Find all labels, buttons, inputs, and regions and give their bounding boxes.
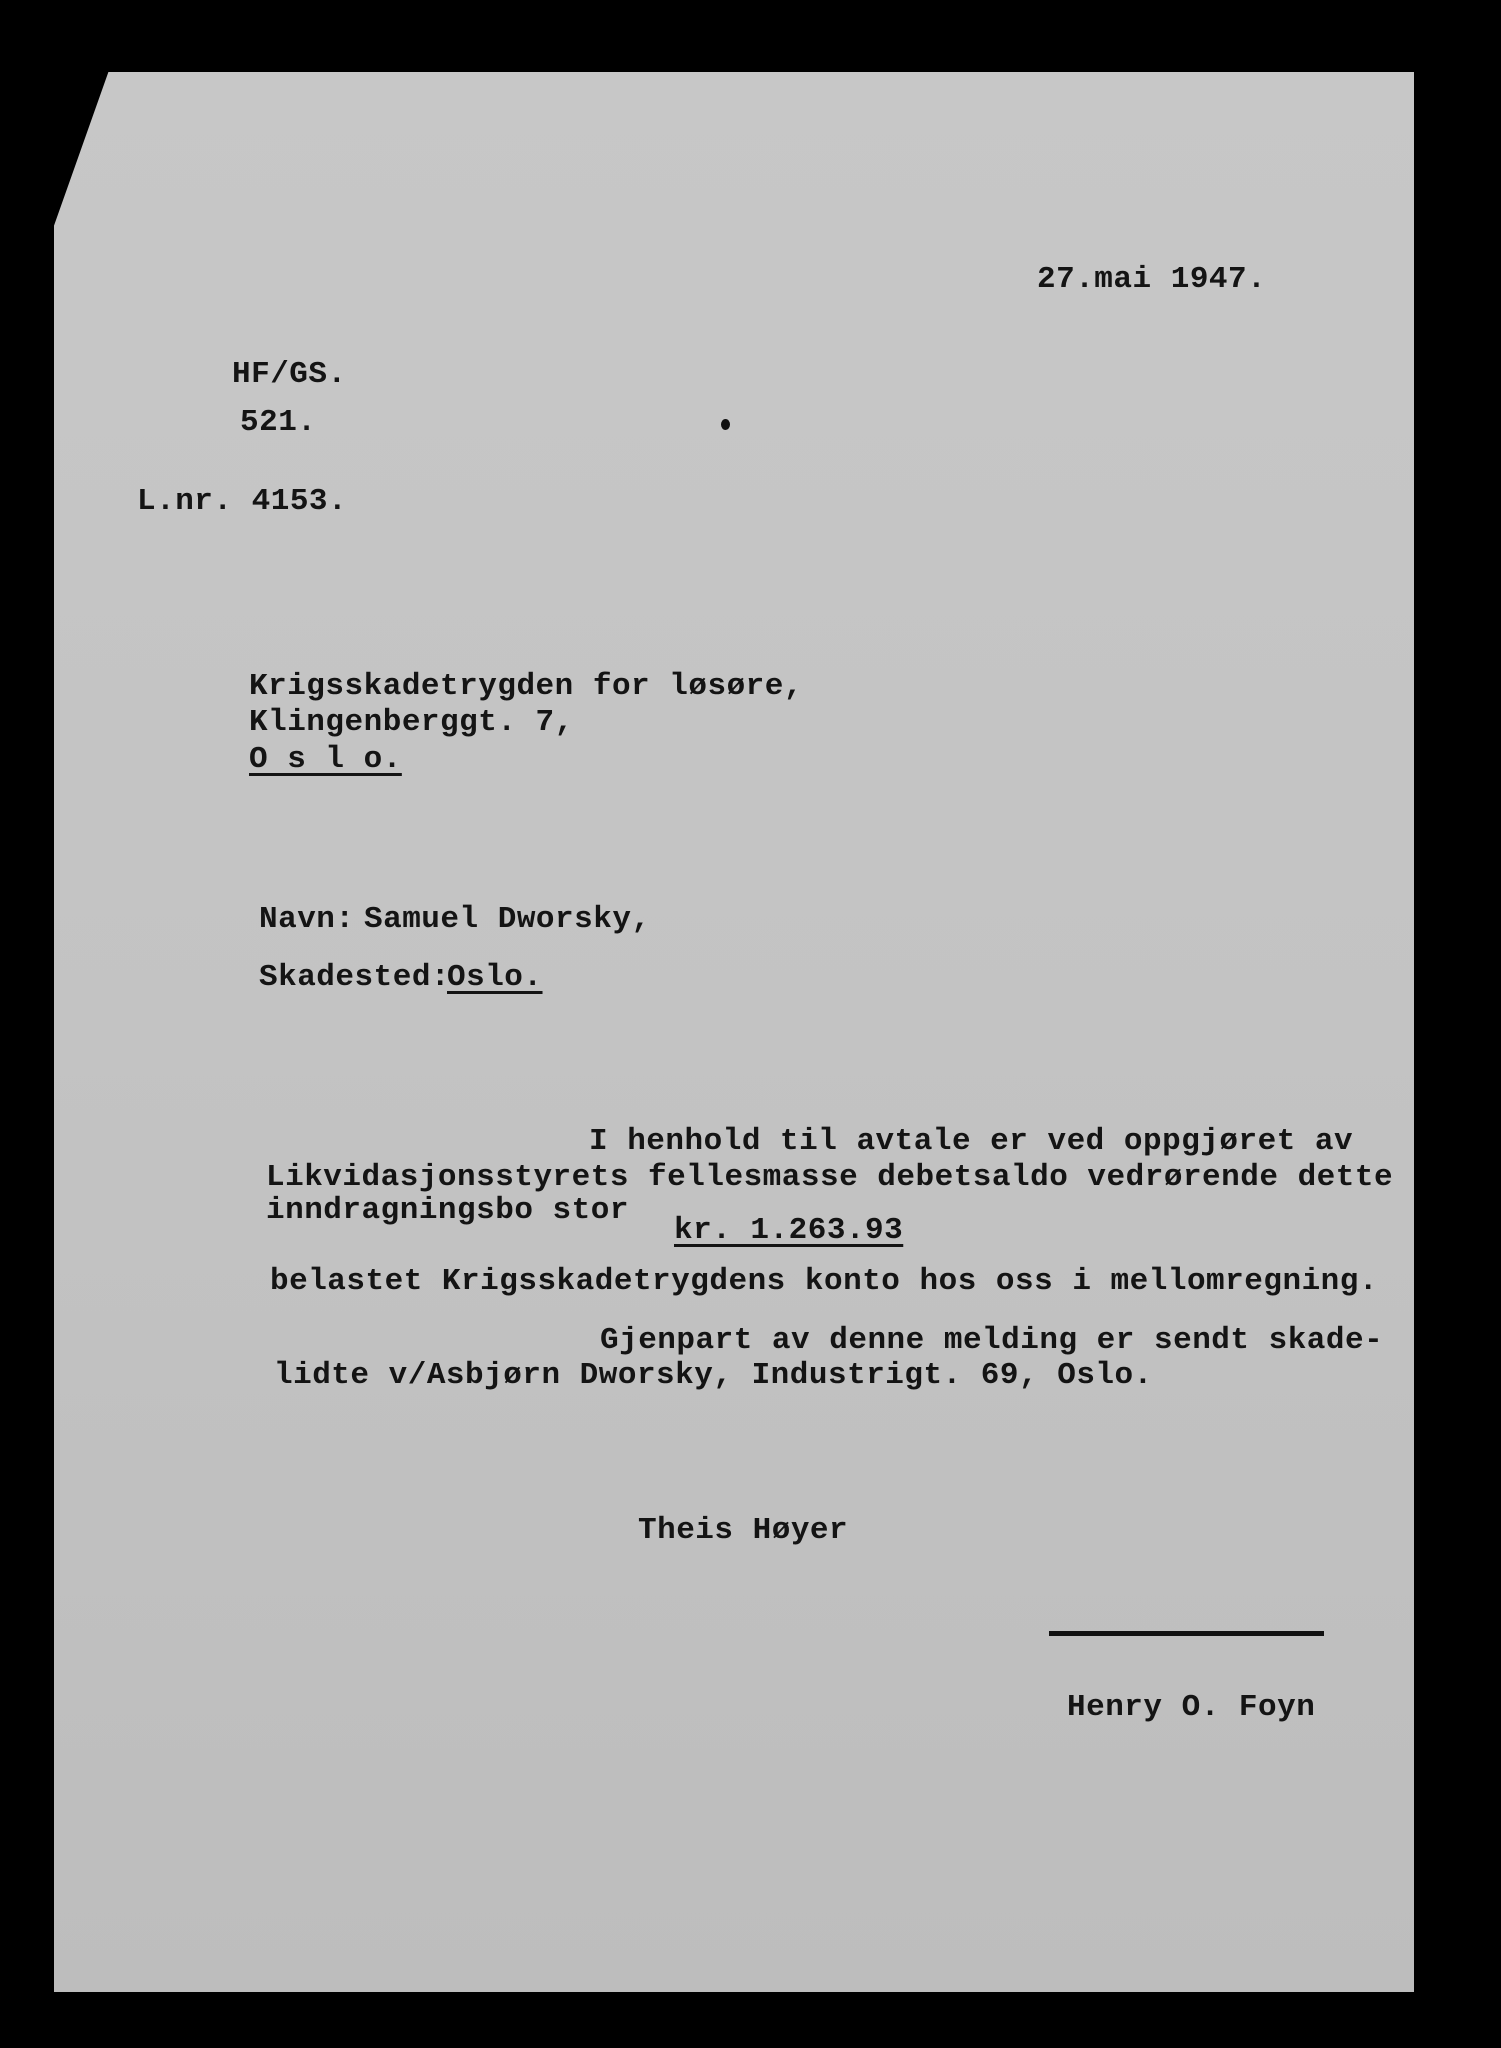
reference-number: 521.	[240, 405, 317, 440]
body-line-3: inndragningsbo stor	[266, 1193, 629, 1228]
reference-initials: HF/GS.	[232, 357, 347, 392]
skadested-label: Skadested:	[259, 960, 451, 995]
recipient-city: O s l o.	[249, 742, 402, 777]
navn-label: Navn:	[259, 902, 355, 937]
body-line-6: lidte v/Asbjørn Dworsky, Industrigt. 69, Oslo.	[274, 1358, 1153, 1393]
signature-theis-hoyer: Theis Høyer	[638, 1513, 849, 1548]
signature-line	[1049, 1631, 1324, 1636]
letter-number: L.nr. 4153.	[137, 484, 348, 519]
navn-value: Samuel Dworsky,	[364, 902, 651, 937]
recipient-line-1: Krigsskadetrygden for løsøre,	[249, 669, 803, 704]
recipient-line-2: Klingenberggt. 7,	[249, 705, 574, 740]
body-line-2: Likvidasjonsstyrets fellesmasse debetsaldo vedrørende dette	[266, 1160, 1394, 1195]
skadested-value: Oslo.	[447, 960, 543, 995]
body-line-1: I henhold til avtale er ved oppgjøret av	[589, 1124, 1354, 1159]
ink-dot	[721, 419, 730, 430]
amount: kr. 1.263.93	[674, 1213, 904, 1248]
body-line-4: belastet Krigsskadetrygdens konto hos oss i mellomregning.	[270, 1264, 1378, 1299]
letter-date: 27.mai 1947.	[1037, 262, 1267, 297]
body-line-5: Gjenpart av denne melding er sendt skade-	[600, 1323, 1384, 1358]
signature-henry-foyn: Henry O. Foyn	[1067, 1690, 1316, 1725]
